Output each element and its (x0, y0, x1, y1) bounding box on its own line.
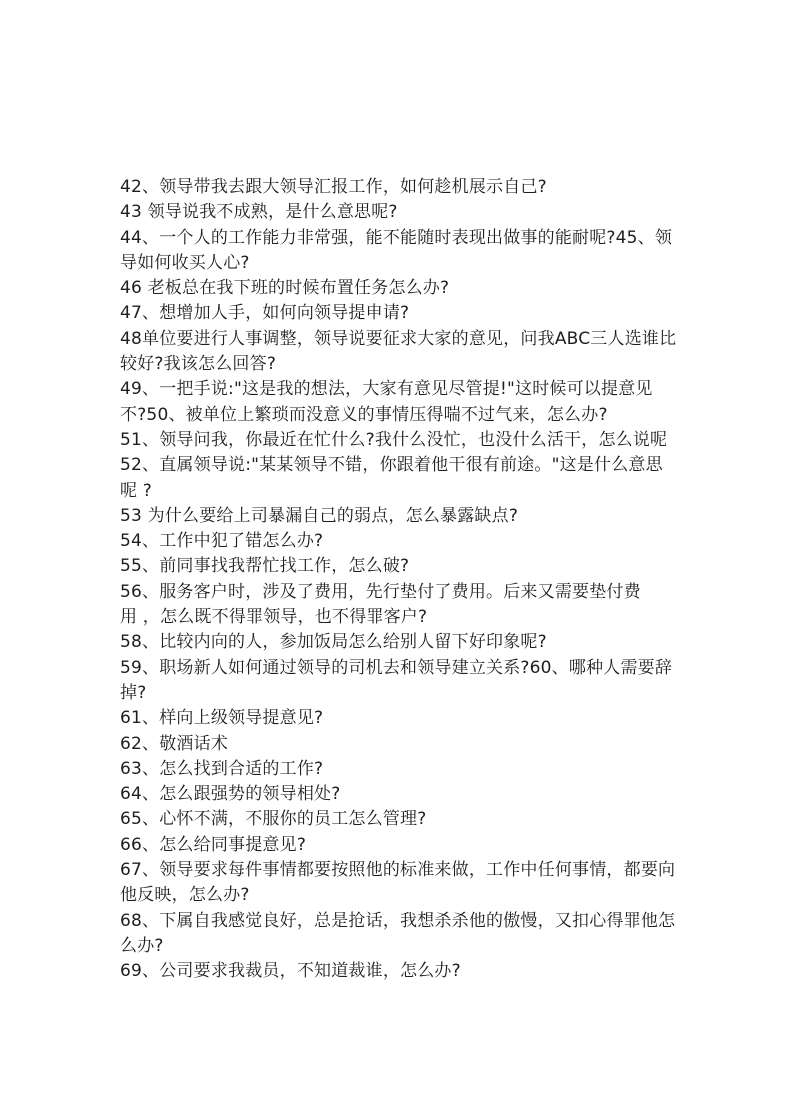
text-line: 55、前同事找我帮忙找工作，怎么破? (120, 556, 410, 577)
text-line: 42、领导带我去跟大领导汇报工作，如何趁机展示自己? (120, 177, 547, 197)
text-line: 58、比较内向的人，参加饭局怎么给别人留下好印象呢? (120, 632, 547, 653)
text-line: 59、职场新人如何通过领导的司机去和领导建立关系?60、哪种人需要辞 (120, 657, 673, 678)
text-line: 62、敬酒话术 (120, 733, 229, 754)
text-line: 53 为什么要给上司暴漏自己的弱点，怎么暴露缺点? (120, 505, 519, 526)
text-line: 66、怎么给同事提意见? (120, 834, 307, 855)
text-line: 54、工作中犯了错怎么办? (120, 531, 324, 552)
text-line: 69、公司要求我裁员，不知道裁谁，怎么办? (120, 961, 461, 982)
question-list (120, 175, 680, 985)
text-line: 49、一把手说:"这是我的想法，大家有意见尽管提!"这时候可以提意见 (120, 379, 653, 400)
text-line: 么办? (120, 935, 164, 956)
text-line: 64、怎么跟强势的领导相处? (120, 784, 341, 805)
text-line: 掉? (120, 682, 147, 703)
text-line: 68、下属自我感觉良好，总是抢话，我想杀杀他的傲慢，又扣心得罪他怎 (120, 910, 676, 931)
text-line: 65、心怀不满，不服你的员工怎么管理? (120, 809, 427, 830)
text-line: 51、领导问我，你最近在忙什么?我什么没忙，也没什么活干，怎么说呢 (120, 429, 668, 450)
text-line: 不?50、被单位上繁琐而没意义的事情压得喘不过气来，怎么办? (120, 404, 608, 425)
text-line: 63、怎么找到合适的工作? (120, 758, 324, 779)
text-line: 呢 ? (120, 480, 153, 501)
text-line: 44、一个人的工作能力非常强，能不能随时表现出做事的能耐呢?45、领 (120, 227, 673, 248)
text-line: 56、服务客户时，涉及了费用，先行垫付了费用。后来又需要垫付费 (120, 581, 641, 602)
text-line: 61、样向上级领导提意见? (120, 708, 324, 729)
text-line: 52、直属领导说:"某某领导不错，你跟着他干很有前途。"这是什么意思 (120, 455, 663, 476)
text-line: 用 ，怎么既不得罪领导，也不得罪客户? (120, 607, 428, 628)
text-line: 46 老板总在我下班的时候布置任务怎么办? (120, 278, 450, 299)
text-line: 43 领导说我不成熟，是什么意思呢? (120, 202, 398, 223)
text-line: 导如何收买人心? (120, 252, 250, 273)
text-line: 67、领导要求每件事情都要按照他的标准来做，工作中任何事情，都要向 (120, 860, 676, 881)
text-line: 48单位要进行人事调整，领导说要征求大家的意见，问我ABC三人选谁比 (120, 328, 677, 349)
text-line: 较好?我该怎么回答? (120, 354, 277, 375)
text-line: 他反映，怎么办? (120, 885, 250, 906)
text-line: 47、想增加人手，如何向领导提申请? (120, 303, 410, 324)
